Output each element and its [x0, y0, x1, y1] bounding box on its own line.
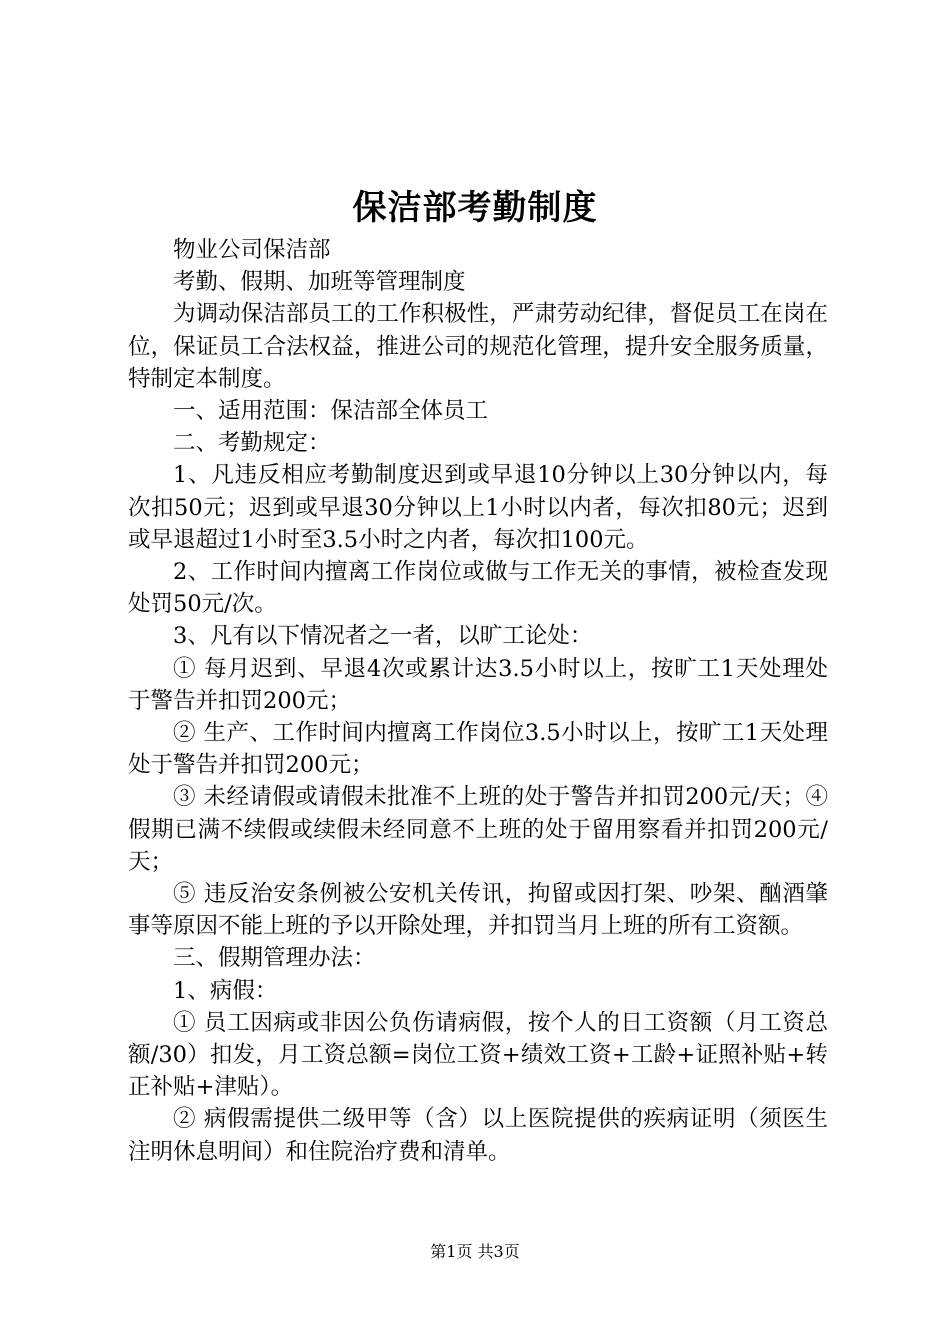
paragraph-rule-3: 3、凡有以下情况者之一者，以旷工论处：: [173, 623, 593, 650]
paragraph-item-3-4: ③ 未经请假或请假未批准不上班的处于警告并扣罚200元/天；④假期已满不续假或续假未经同意不上班的处于留用察看并扣罚200元/天；: [128, 784, 828, 875]
document-body: [128, 234, 828, 1168]
paragraph-subtitle: 考勤、假期、加班等管理制度: [173, 269, 466, 296]
paragraph-sick-leave-heading: 1、病假：: [173, 977, 278, 1004]
paragraph-rule-2: 2、工作时间内擅离工作岗位或做与工作无关的事情，被检查发现处罚50元/次。: [128, 559, 828, 618]
paragraph-rule-1: 1、凡违反相应考勤制度迟到或早退10分钟以上30分钟以内，每次扣50元；迟到或早退30分钟以上1小时以内者，每次扣80元；迟到或早退超过1小时至3.5小时之内者，每次扣100元。: [128, 462, 828, 553]
paragraph-item-1: ① 每月迟到、早退4次或累计达3.5小时以上，按旷工1天处理处于警告并扣罚200元；: [128, 655, 828, 714]
paragraph-sick-leave-2: ② 病假需提供二级甲等（含）以上医院提供的疾病证明（须医生注明休息明间）和住院治疗费和清单。: [128, 1106, 828, 1165]
paragraph-attendance-heading: 二、考勤规定：: [173, 430, 331, 457]
paragraph-sick-leave-1: ① 员工因病或非因公负伤请病假，按个人的日工资额（月工资总额/30）扣发，月工资总额=岗位工资+绩效工资+工龄+证照补贴+转正补贴+津贴）。: [128, 1009, 828, 1101]
paragraph-item-5: ⑤ 违反治安条例被公安机关传讯，拘留或因打架、吵架、酗酒肇事等原因不能上班的予以开除处理，并扣罚当月上班的所有工资额。: [128, 881, 828, 940]
paragraph-item-2: ② 生产、工作时间内擅离工作岗位3.5小时以上，按旷工1天处理处于警告并扣罚200元；: [128, 720, 828, 779]
paragraph-leave-heading: 三、假期管理办法：: [173, 945, 376, 972]
page-title: 保洁部考勤制度: [352, 188, 598, 228]
paragraph-purpose: 为调动保洁部员工的工作积极性，严肃劳动纪律，督促员工在岗在位，保证员工合法权益，推进公司的规范化管理，提升安全服务质量，特制定本制度。: [128, 301, 828, 392]
paragraph-scope-heading: 一、适用范围：保洁部全体员工: [173, 398, 489, 425]
paragraph-department: 物业公司保洁部: [173, 237, 331, 263]
page-indicator: 第1页 共3页: [430, 1242, 520, 1261]
